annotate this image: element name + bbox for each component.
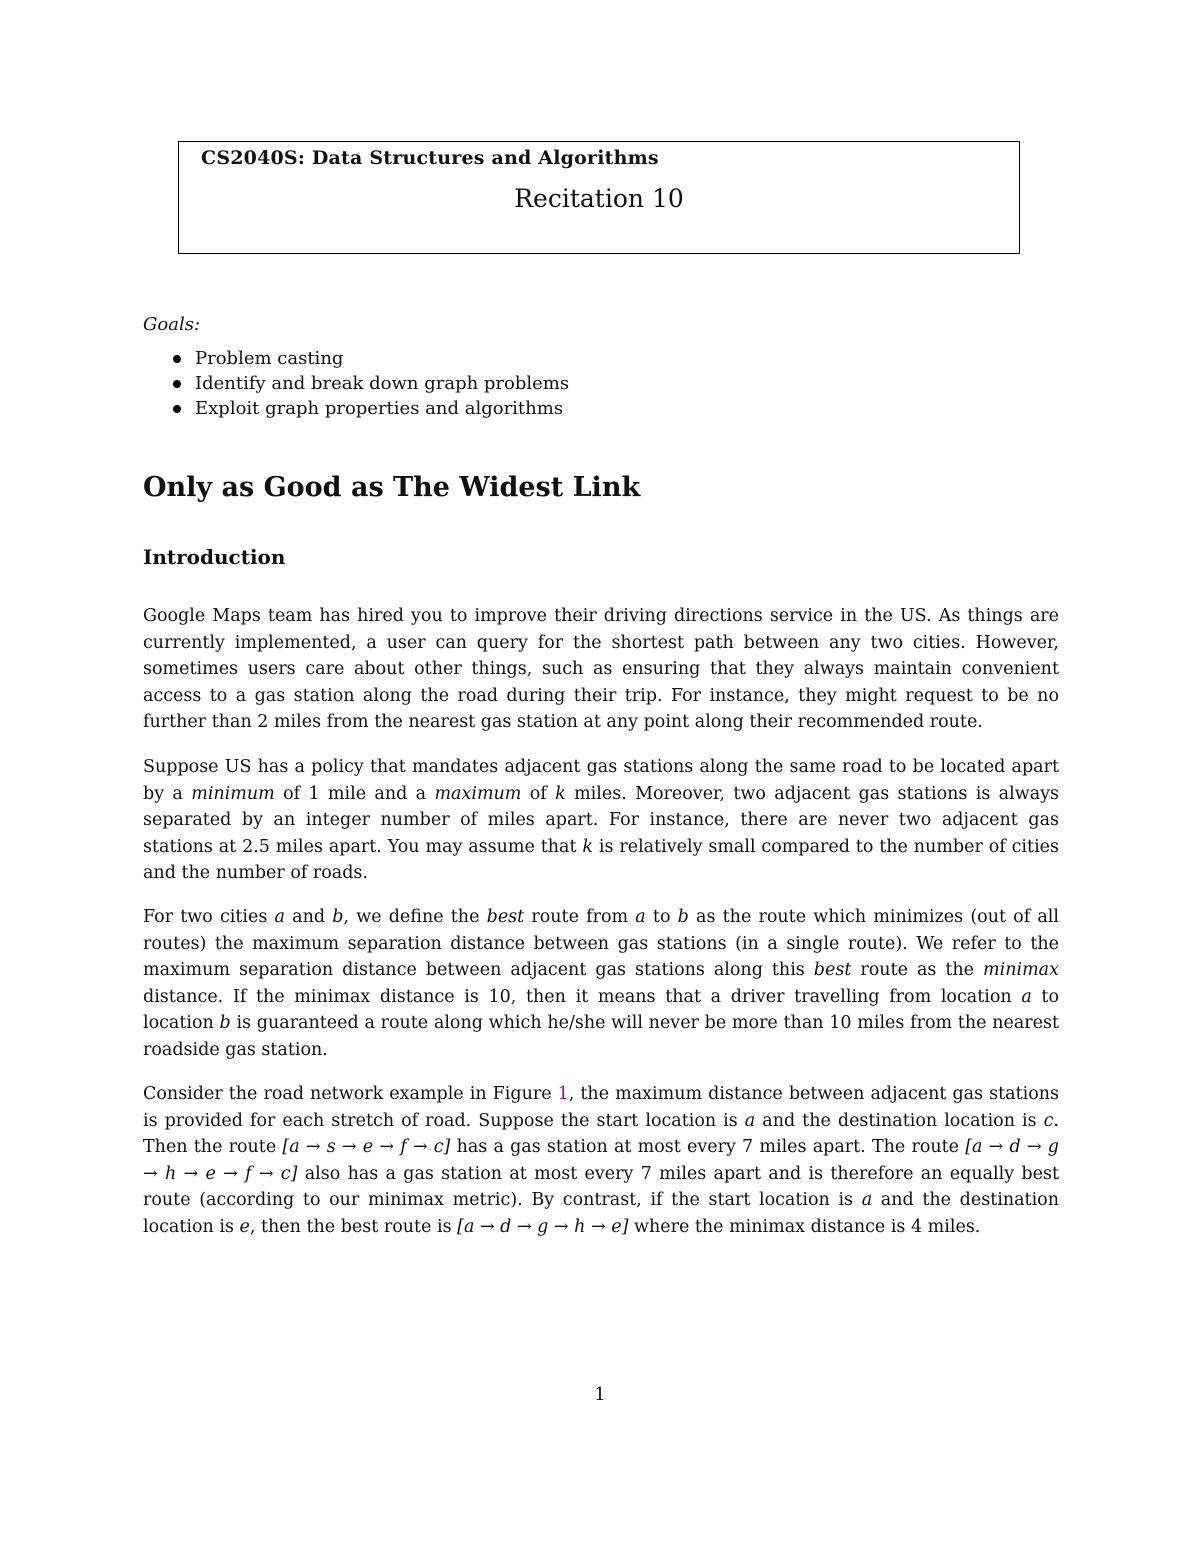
intro-paragraph-3: For two cities a and b, we define the best route from a to b as the route which minimizes (out of all routes) the maximum separation distance between gas stations (in a single route). We refer to the maximum separation distance between adjacent gas stations along this best route as the minimax distance. If the minimax distance is 10, then it means that a driver travelling from location a to location b is guaranteed a route along which he/she will never be more than 10 miles from the nearest roadside gas station. bbox=[143, 907, 1059, 1060]
section-title: Only as Good as The Widest Link bbox=[143, 472, 641, 503]
recitation-title: Recitation 10 bbox=[514, 184, 684, 213]
subsection-title: Introduction bbox=[143, 545, 286, 569]
route-expression: [a → d → g → h → e] bbox=[457, 1216, 629, 1237]
page-number: 1 bbox=[594, 1384, 606, 1405]
intro-paragraph-4: Consider the road network example in Figure 1, the maximum distance between adjacent gas stations is provided for each stretch of road. Suppose the start location is a and the destination location is c. Then the route [a → s → e → f → c] has a gas station at most every 7 miles apart. The route [a → d → g → h → e → f → c] also has a gas station at most every 7 miles apart and is therefore an equally best route (according to our minimax metric). By contrast, if the start location is a and the destination location is e, then the best route is [a → d → g → h → e] where the minimax distance is 4 miles. bbox=[143, 1084, 1060, 1237]
goals-label: Goals: bbox=[143, 314, 201, 335]
goal-item: Identify and break down graph problems bbox=[170, 371, 569, 396]
course-header-box bbox=[178, 141, 1020, 254]
figure-reference-link[interactable]: 1 bbox=[557, 1084, 569, 1104]
intro-paragraph-1: Google Maps team has hired you to improve their driving directions service in the US. As things are currently implemented, a user can query for the shortest path between any two cities. However, sometimes users care about other things, such as ensuring that they always maintain convenient access to a gas station along the road during their trip. For instance, they might request to be no further than 2 miles from the nearest gas station at any point along their recommended route. bbox=[143, 606, 1059, 732]
goals-list bbox=[170, 346, 569, 421]
intro-paragraph-2: Suppose US has a policy that mandates adjacent gas stations along the same road to be located apart by a minimum of 1 mile and a maximum of k miles. Moreover, two adjacent gas stations is always separated by an integer number of miles apart. For instance, there are never two adjacent gas stations at 2.5 miles apart. You may assume that k is relatively small compared to the number of cities and the number of roads. bbox=[143, 757, 1059, 883]
route-expression: [a → d → g → h → e → f → c] bbox=[143, 1137, 1060, 1184]
route-expression: [a → s → e → f → c] bbox=[282, 1137, 451, 1157]
goal-item: Exploit graph properties and algorithms bbox=[170, 396, 569, 421]
course-title: CS2040S: Data Structures and Algorithms bbox=[201, 147, 659, 169]
goal-item: Problem casting bbox=[170, 346, 569, 371]
